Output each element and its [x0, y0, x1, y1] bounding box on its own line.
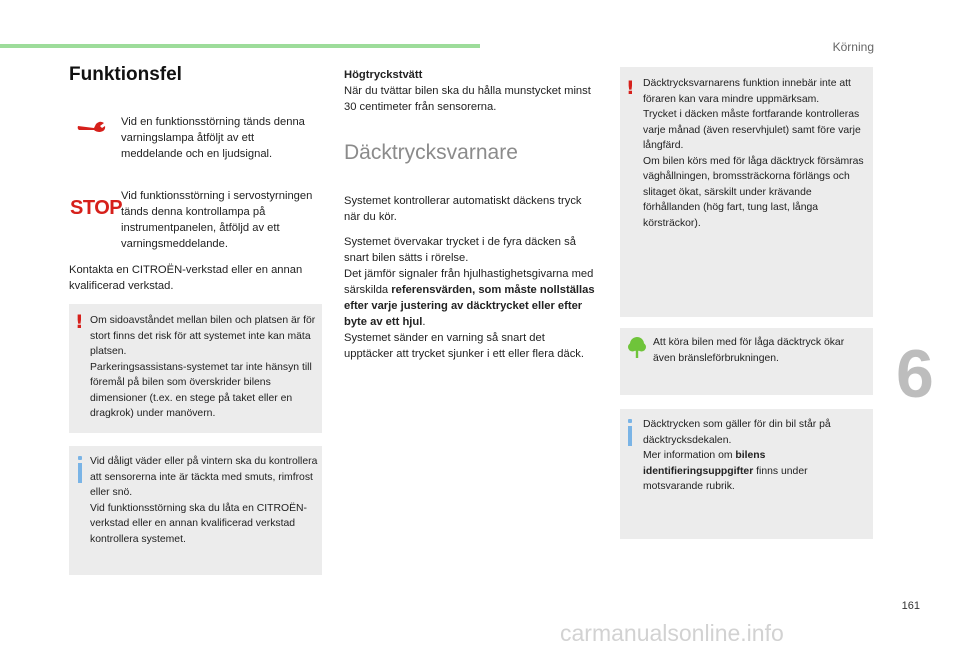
- section-label: Körning: [832, 40, 874, 54]
- wash-heading: Högtryckstvätt: [344, 69, 423, 81]
- warning-box-left: [69, 304, 322, 433]
- info-box-left: [69, 446, 322, 575]
- vehicle-id-link: bilens identifieringsuppgifter: [643, 450, 766, 477]
- info-icon: [78, 463, 82, 483]
- wrench-warning-text: Vid en funktionsstörning tänds denna varningslampa åtföljt av ett meddelande och en ljudsignal.: [121, 116, 305, 160]
- warning-exclamation-icon: !: [626, 77, 635, 99]
- vehicle-id-text: Mer information om bilens identifieringsuppgifter finns under motsvarande rubrik.: [643, 450, 808, 492]
- info-text-2: Vid funktionsstörning ska du låta en CITROËN-verkstad eller en annan kvalificerad verkstad kontrollera systemet.: [90, 502, 307, 545]
- wrench-icon: [76, 120, 106, 136]
- watermark: carmanualsonline.info: [560, 620, 784, 646]
- tpms-paragraph-1: Systemet kontrollerar automatiskt däckens tryck när du kör.: [344, 195, 582, 223]
- page-number: 161: [901, 600, 920, 612]
- tpms-p2-a: Systemet övervakar trycket i de fyra däcken så snart bilen sätts i rörelse.: [344, 236, 576, 264]
- info-text-1: Vid dåligt väder eller på vintern ska du kontrollera att sensorerna inte är täckta med smuts, rimfrost eller snö.: [90, 456, 318, 498]
- tire-label-text: Däcktrycken som gäller för din bil står på däcktrycksdekalen.: [643, 419, 831, 446]
- tpms-warning-text-1: Däcktrycksvarnarens funktion innebär inte att föraren kan vara mindre uppmärksam.: [643, 78, 851, 105]
- warning-text-1: Om sidoavståndet mellan bilen och platsen är för stort finns det risk för att systemet inte kan mäta platsen.: [90, 315, 316, 357]
- info-box-right: [620, 409, 873, 539]
- eco-box: [620, 328, 873, 395]
- tpms-p2-d: Systemet sänder en varning så snart det upptäcker att trycket sjunker i ett eller flera däck.: [344, 332, 585, 360]
- tpms-reference-values: referensvärden, som måste nollställas efter varje justering av däcktrycket eller efter byte av ett hjul: [344, 284, 595, 328]
- eco-text: Att köra bilen med för låga däcktryck ökar även bränsleförbrukningen.: [653, 337, 845, 364]
- page-title: Funktionsfel: [69, 64, 182, 85]
- warning-exclamation-icon: !: [75, 311, 84, 333]
- stop-warning-text: Vid funktionsstörning i servostyrningen tänds denna kontrollampa på instrumentpanelen, åtföljd av ett varningsmeddelande.: [121, 190, 313, 250]
- info-icon-dot: [628, 419, 632, 423]
- chapter-number: 6: [896, 336, 934, 412]
- contact-text: Kontakta en CITROËN-verkstad eller en annan kvalificerad verkstad.: [69, 264, 303, 292]
- tpms-paragraph-2: [344, 234, 597, 362]
- eco-leaf-icon: [628, 336, 646, 363]
- top-accent-bar: [0, 44, 480, 48]
- stop-icon: STOP: [70, 197, 123, 219]
- tpms-warning-text-2: Trycket i däcken måste fortfarande kontrolleras varje månad (även reservhjulet) samt före varje långfärd.: [643, 109, 861, 151]
- tpms-warning-text-3: Om bilen körs med för låga däcktryck försämras väghållningen, bromssträckorna förlängs och slitaget ökat, särskilt under krävande förhållanden (hög fart, tung last, långa körsträckor).: [643, 155, 864, 229]
- warning-box-right: [620, 67, 873, 317]
- info-icon: [628, 426, 632, 446]
- wash-text: När du tvättar bilen ska du hålla munstycket minst 30 centimeter från sensorerna.: [344, 85, 591, 113]
- tpms-heading: Däcktrycksvarnare: [344, 141, 518, 164]
- info-icon-dot: [78, 456, 82, 460]
- warning-text-2: Parkeringsassistans-systemet tar inte hänsyn till föremål på bilen som överskrider bilens dimensioner (t.ex. en stege på taket eller en dragkrok) under manövern.: [90, 361, 312, 419]
- tpms-p2-b: Det jämför signaler från hjulhastighetsgivarna med särskilda referensvärden, som måste nollställas efter varje justering av däcktrycket eller efter byte av ett hjul.: [344, 268, 595, 328]
